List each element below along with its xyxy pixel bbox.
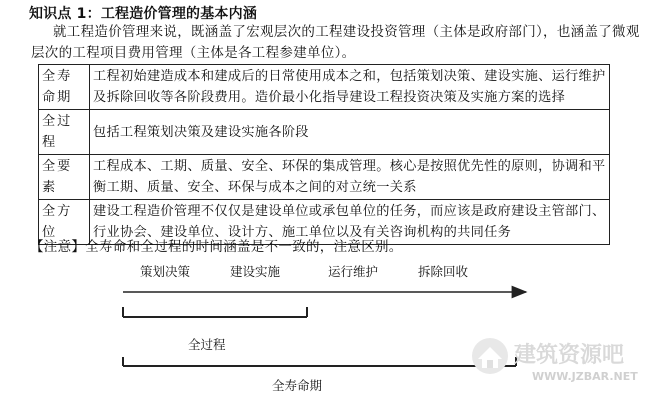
intro-paragraph: 就工程造价管理来说，既涵盖了宏观层次的工程建设投资管理（主体是政府部门），也涵盖了微观层次的工程项目费用管理（主体是各工程参建单位）。 <box>31 24 640 61</box>
watermark <box>472 338 638 383</box>
watermark-url: WWW.JZBAR.NET <box>532 370 638 383</box>
description-cell: 工程成本、工期、质量、安全、环保的集成管理。核心是按照优先性的原则，协调和平衡工期、质量、安全、环保与成本之间的对立统一关系 <box>90 155 610 200</box>
table-row <box>39 155 610 200</box>
stage-label: 策划决策 <box>140 264 191 279</box>
house-logo-icon <box>472 338 508 374</box>
description-cell: 建设工程造价管理不仅仅是建设单位或承包单位的任务，而应该是政府建设主管部门、行业协会、建设单位、设计方、施工单位以及有关咨询机构的共同任务 <box>90 200 610 245</box>
description-cell: 工程初始建造成本和建成后的日常使用成本之和，包括策划决策、建设实施、运行维护及拆除回收等各阶段费用。造价最小化指导建设工程投资决策及实施方案的选择 <box>90 65 610 110</box>
span-label-full-process: 全过程 <box>188 337 226 352</box>
stage-label: 拆除回收 <box>418 264 469 279</box>
term-cell: 全要素 <box>39 155 90 200</box>
description-cell: 包括工程策划决策及建设实施各阶段 <box>90 110 610 155</box>
bracket-life-cycle <box>123 357 516 366</box>
stage-label: 建设实施 <box>230 264 281 279</box>
note-text: 【注意】全寿命和全过程的时间涵盖是不一致的，注意区别。 <box>30 239 403 255</box>
stage-label: 运行维护 <box>328 264 379 279</box>
bracket-full-process <box>123 307 307 317</box>
term-cell: 全过程 <box>39 110 90 155</box>
term-cell: 全寿命期 <box>39 65 90 110</box>
table-row <box>39 65 610 110</box>
term-cell: 全方位 <box>39 200 90 245</box>
watermark-text: 建筑资源吧 <box>514 343 625 368</box>
span-label-life-cycle: 全寿命期 <box>272 378 323 393</box>
definition-table <box>38 64 610 245</box>
table-row <box>39 110 610 155</box>
timeline-diagram <box>0 255 646 401</box>
page-heading: 知识点 1：工程造价管理的基本内涵 <box>29 6 258 22</box>
